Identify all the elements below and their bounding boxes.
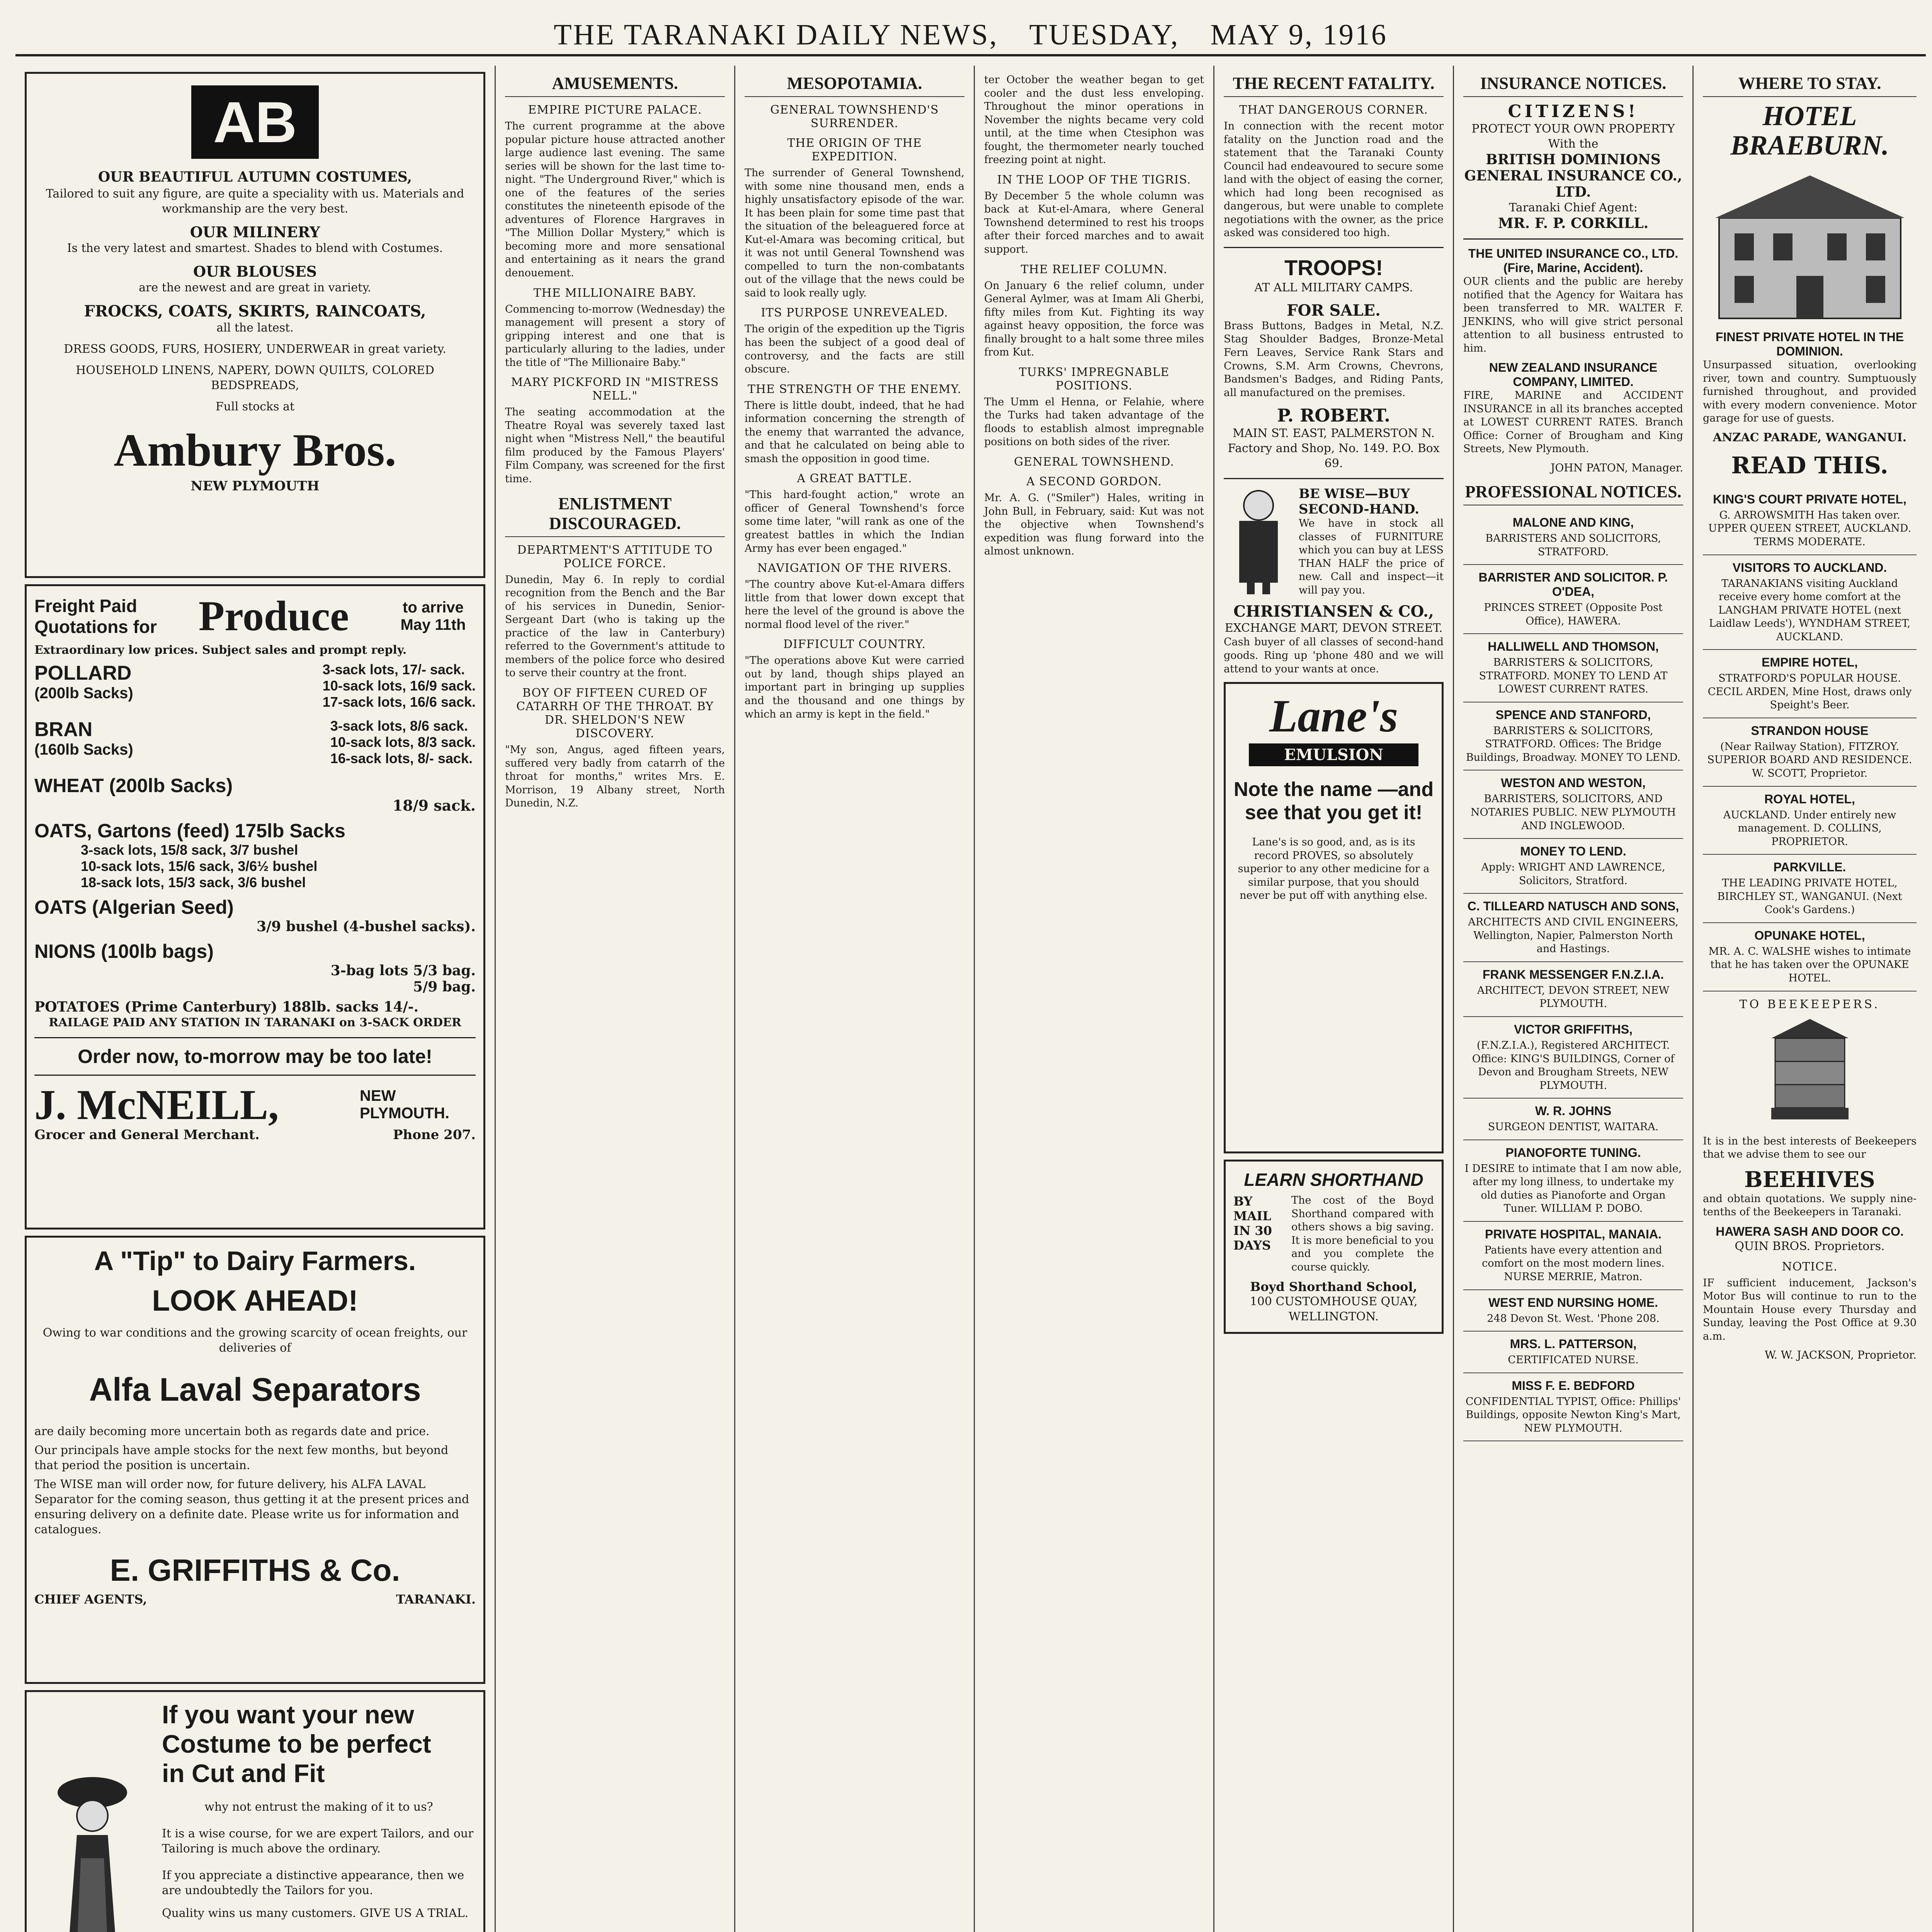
ad-line: Tailored to suit any figure, are quite a speciality with us. Materials and workmanship are the very best. xyxy=(46,187,464,216)
ad-body: The cost of the Boyd Shorthand compared with others shows a big saving. It is more beneficial to you and you complete the course quickly. xyxy=(1291,1194,1434,1273)
ad-line: FOR SALE. xyxy=(1287,301,1381,320)
ad-line: HAWERA SASH AND DOOR CO. xyxy=(1716,1224,1904,1238)
boyd-name: Boyd Shorthand School, xyxy=(1250,1279,1417,1294)
listing-card xyxy=(1463,1017,1683,1099)
listing-detail: I DESIRE to intimate that I am now able, after my long illness, to undertake my old duties as Pianoforte and Organ Tuner. WILLIAM P. DOBO. xyxy=(1464,1162,1682,1215)
ad-line: why not entrust the making of it to us? xyxy=(204,1800,433,1814)
listing-card xyxy=(1463,1140,1683,1222)
listing-detail: BARRISTERS & SOLICITORS, STRATFORD. MONEY TO LEND AT LOWEST CURRENT RATES. xyxy=(1479,656,1668,696)
ad-line: QUIN BROS. Proprietors. xyxy=(1735,1239,1885,1253)
listing-title: VISITORS TO AUCKLAND. xyxy=(1732,560,1887,575)
item-sub: (160lb Sacks) xyxy=(34,741,133,758)
ad-line: TARANAKI. xyxy=(396,1592,476,1607)
article-subheading: IN THE LOOP OF THE TIGRIS. xyxy=(997,173,1191,187)
article-body: The surrender of General Townshend, with some nine thousand men, ends a highly unsatisfactory episode of the war. It has been plain for some time past that the situation of the beleaguered force at Kut-el-Amara was becoming critical, but it was not until General Townshend was compelled to turn the non-combatants out of the village that the news could be said to look really ugly. xyxy=(745,167,964,299)
listing-detail: SURGEON DENTIST, WAITARA. xyxy=(1488,1121,1659,1133)
ad-body: Cash buyer of all classes of second-hand goods. Ring up 'phone 480 and we will attend to your wants at once. xyxy=(1224,636,1444,675)
ad-line: Order now, to-morrow may be too late! xyxy=(78,1045,432,1067)
listing-detail: (Near Railway Station), FITZROY. SUPERIOR BOARD AND RESIDENCE. W. SCOTT, Proprietor. xyxy=(1707,740,1912,780)
ad-line: W. W. JACKSON, Proprietor. xyxy=(1764,1349,1917,1362)
ad-line: BE WISE—BUY SECOND-HAND. xyxy=(1299,486,1420,517)
robert-name: P. ROBERT. xyxy=(1277,405,1390,426)
beehives-title: BEEHIVES xyxy=(1744,1167,1875,1192)
listing-detail: Apply: WRIGHT AND LAWRENCE, Solicitors, Stratford. xyxy=(1481,861,1665,887)
item-sub: (200lb Sacks) xyxy=(34,684,133,702)
article-subheading: TURKS' IMPREGNABLE POSITIONS. xyxy=(1019,365,1170,393)
article-body: Dunedin, May 6. In reply to cordial recognition from the Bench and the Bar of his services in Dunedin, Senior-Sergeant Dart (who is taking up the practice of the law in Canterbury) referred to the Government's attitude to members of the police force who desired to serve their country at the front. xyxy=(505,573,725,679)
item-name: NIONS (100lb bags) xyxy=(34,940,214,962)
listing-card xyxy=(1463,565,1683,634)
article-subheading: THE ORIGIN OF THE EXPEDITION. xyxy=(787,136,922,163)
article-body: The current programme at the above popular picture house attracted another large audience last evening. The same series will be shown for the last time to-night. "The Underground River," which is one of the features of the series constitutes the nineteenth episode of the adventures of Florence Hargraves in "The Million Dollar Mystery," which is becoming more and more sensational and entertaining as it nears the grand denouement. xyxy=(505,120,725,279)
ad-line: It is a wise course, for we are expert Tailors, and our Tailoring is much above the ordinary. xyxy=(162,1827,474,1855)
ambury-bros-ad xyxy=(25,72,485,578)
griffiths-name: E. GRIFFITHS & Co. xyxy=(110,1553,400,1587)
article-subheading: ITS PURPOSE UNREVEALED. xyxy=(761,306,948,320)
paper-name: THE TARANAKI DAILY NEWS, xyxy=(554,18,998,51)
price-line: 10-sack lots, 8/3 sack. xyxy=(330,734,476,750)
listing-detail: MR. A. C. WALSHE wishes to intimate that he has taken over the OPUNAKE HOTEL. xyxy=(1708,945,1911,984)
christiansen-name: CHRISTIANSEN & CO., xyxy=(1233,602,1434,621)
article-subheading: EMPIRE PICTURE PALACE. xyxy=(528,103,702,117)
price-line: 3-sack lots, 17/- sack. xyxy=(322,661,465,677)
article-body: On January 6 the relief column, under General Aylmer, was at Imam Ali Gherbi, fifty miles from Kut. Fighting its way against heavy opposition, the force was finally brought to a halt some three miles from Kut. xyxy=(984,279,1204,359)
listing-title: MALONE AND KING, xyxy=(1512,515,1634,530)
listing-detail: Patients have every attention and comfort on the most modern lines. NURSE MERRIE, Matron. xyxy=(1482,1244,1665,1283)
ambury-name: Ambury Bros. xyxy=(114,424,396,476)
listing-title: BARRISTER AND SOLICITOR. P. O'DEA, xyxy=(1478,570,1668,599)
divider xyxy=(1224,478,1444,479)
section-heading: ENLISTMENT DISCOURAGED. xyxy=(505,494,725,537)
listing-card xyxy=(1463,770,1683,839)
article-body: ter October the weather began to get cooler and the dust less enveloping. Throughout the minor operations in November the nights became very cold until, at the time when Ctesiphon was fought, the thermometer nearly touched freezing point at night. xyxy=(984,74,1204,166)
listing-title: C. TILLEARD NATUSCH AND SONS, xyxy=(1467,899,1679,913)
listing-detail: BARRISTERS, SOLICITORS, AND NOTARIES PUBLIC. NEW PLYMOUTH AND INGLEWOOD. xyxy=(1470,793,1676,832)
lanes-emulsion-ad xyxy=(1224,682,1444,1153)
ad-line: JOHN PATON, Manager. xyxy=(1551,461,1683,474)
article-body: The origin of the expedition up the Tigris has been the subject of a good deal of controversy, and the facts are still obscure. xyxy=(745,323,964,376)
listing-card xyxy=(1463,1099,1683,1140)
mcneill-name: J. McNEILL, xyxy=(34,1081,279,1128)
lanes-name: Lane's xyxy=(1269,690,1398,742)
listing-card xyxy=(1463,634,1683,702)
professional-cards xyxy=(1463,510,1683,1441)
ad-body: and obtain quotations. We supply nine-tenths of the Beekeepers in Taranaki. xyxy=(1703,1192,1917,1218)
listing-card xyxy=(1703,923,1917,992)
article-subheading: A SECOND GORDON. xyxy=(1026,475,1162,489)
ad-line: CHIEF AGENTS, xyxy=(34,1592,147,1607)
ad-line: Our principals have ample stocks for the next few months, but beyond that period the position is uncertain. xyxy=(34,1444,449,1472)
listing-detail: TARANAKIANS visiting Auckland receive every home comfort at the LANGHAM PRIVATE HOTEL (next Laidlaw Leeds'), WYNDHAM STREET, AUCKLAND. xyxy=(1709,577,1911,643)
listing-title: OPUNAKE HOTEL, xyxy=(1754,928,1865,942)
listing-title: W. R. JOHNS xyxy=(1535,1104,1612,1118)
article-subheading: BOY OF FIFTEEN CURED OF CATARRH OF THE THROAT. BY DR. SHELDON'S NEW DISCOVERY. xyxy=(516,686,714,740)
ad-line: are daily becoming more uncertain both as regards date and price. xyxy=(34,1425,430,1438)
ad-line: Costume to be perfect xyxy=(162,1730,431,1758)
price-line: 10-sack lots, 16/9 sack. xyxy=(322,677,476,694)
ad-body: Unsurpassed situation, overlooking river, town and country. Sumptuously furnished throughout, and provided with every modern convenience. Motor garage for use of guests. xyxy=(1703,359,1917,425)
price-line: 18/9 sack. xyxy=(392,796,476,814)
listing-title: PRIVATE HOSPITAL, MANAIA. xyxy=(1485,1227,1662,1241)
listing-detail: PRINCES STREET (Opposite Post Office), HAWERA. xyxy=(1484,602,1663,627)
ad-line: OUR BLOUSES xyxy=(193,262,317,280)
alfa-name: Alfa Laval Separators xyxy=(89,1371,421,1408)
mesopotamia-continued-column xyxy=(974,66,1213,1932)
listing-title: WEST END NURSING HOME. xyxy=(1488,1295,1658,1310)
article-subheading: A GREAT BATTLE. xyxy=(797,472,912,486)
listing-title: SPENCE AND STANFORD, xyxy=(1495,707,1651,722)
price-line: 16-sack lots, 8/- sack. xyxy=(330,750,473,766)
section-heading: WHERE TO STAY. xyxy=(1703,73,1917,97)
emulsion-label: EMULSION xyxy=(1249,743,1418,766)
listing-title: MRS. L. PATTERSON, xyxy=(1510,1337,1637,1351)
listing-title: PIANOFORTE TUNING. xyxy=(1505,1145,1641,1160)
ad-line: ANZAC PARADE, WANGANUI. xyxy=(1713,430,1907,444)
ad-line: OUR BEAUTIFUL AUTUMN COSTUMES, xyxy=(98,169,412,185)
ads-column-left xyxy=(15,66,495,1932)
item-name: WHEAT (200lb Sacks) xyxy=(34,774,233,796)
section-heading: INSURANCE NOTICES. xyxy=(1463,73,1683,97)
listing-card xyxy=(1463,894,1683,962)
item-name: BRAN xyxy=(34,718,93,741)
salesman-illustration xyxy=(1224,486,1293,594)
ad-line: TO BEEKEEPERS. xyxy=(1739,997,1880,1011)
price-line: 3/9 bushel (4-bushel sacks). xyxy=(257,918,476,935)
listing-detail: AUCKLAND. Under entirely new management. D. COLLINS, PROPRIETOR. xyxy=(1723,809,1896,848)
ad-line: Freight Paid xyxy=(34,595,137,616)
ad-line: Full stocks at xyxy=(215,400,295,413)
ad-body: Brass Buttons, Badges in Metal, N.Z. Stag Shoulder Badges, Bronze-Metal Fern Leaves, Service Rank Stars and Crowns, S.M. Arm Crowns, Chevrons, Bandsmen's Badges, and Riding Pants, all manufactured on the premises. xyxy=(1224,320,1444,399)
day: TUESDAY, xyxy=(1029,18,1180,51)
article-body: Commencing to-morrow (Wednesday) the management will present a story of gripping interest and one that is particularly alluring to the ladies, under the title of "The Millionaire Baby." xyxy=(505,303,725,369)
listing-detail: BARRISTERS AND SOLICITORS, STRATFORD. xyxy=(1485,532,1661,558)
fatality-and-ads-column xyxy=(1213,66,1453,1932)
price-line: 3-sack lots, 8/6 sack. xyxy=(330,718,468,734)
item-name: OATS, Gartons (feed) 175lb Sacks xyxy=(34,820,345,842)
listing-title: VICTOR GRIFFITHS, xyxy=(1514,1022,1633,1036)
mesopotamia-column xyxy=(734,66,974,1932)
ad-line: AT ALL MILITARY CAMPS. xyxy=(1254,281,1413,294)
ad-line: FROCKS, COATS, SKIRTS, RAINCOATS, xyxy=(84,302,426,320)
ad-line: DRESS GOODS, FURS, HOSIERY, UNDERWEAR in great variety. xyxy=(64,342,446,356)
listing-title: FRANK MESSENGER F.N.Z.I.A. xyxy=(1482,967,1664,981)
divider xyxy=(1224,247,1444,248)
item-name: OATS (Algerian Seed) xyxy=(34,896,234,918)
hotel-building-illustration xyxy=(1704,164,1916,326)
where-to-stay-column xyxy=(1692,66,1926,1932)
ad-body: We have in stock all classes of FURNITURE which you can buy at LESS THAN HALF the price of new. Call and inspect—it will pay you. xyxy=(1299,517,1444,596)
item-name: POLLARD xyxy=(34,662,132,684)
listing-title: HALLIWELL AND THOMSON, xyxy=(1488,639,1659,654)
listing-card xyxy=(1463,1332,1683,1373)
ad-line: PROTECT YOUR OWN PROPERTY xyxy=(1471,122,1675,136)
article-body: There is little doubt, indeed, that he had information concerning the strength of the enemy that warranted the advance, and that he calculated on being able to smash the opposition in good time. xyxy=(745,399,964,465)
listing-detail: (F.N.Z.I.A.), Registered ARCHITECT. Office: KING'S BUILDINGS, Corner of Devon and Brougham Streets, NEW PLYMOUTH. xyxy=(1472,1039,1675,1092)
section-heading: MESOPOTAMIA. xyxy=(745,73,964,97)
ad-line: A "Tip" to Dairy Farmers. xyxy=(94,1246,416,1276)
ad-line: If you appreciate a distinctive appearance, then we are undoubtedly the Tailors for you. xyxy=(162,1869,464,1897)
article-subheading: THE STRENGTH OF THE ENEMY. xyxy=(747,382,962,396)
ad-line: OUR MILINERY xyxy=(190,223,320,241)
amusements-column xyxy=(495,66,734,1932)
article-body: By December 5 the whole column was back at Kut-el-Amara, where General Townshend determined to rest his troops after their forced marches and to await support. xyxy=(984,190,1204,256)
listing-detail: CONFIDENTIAL TYPIST, Office: Phillips' Buildings, opposite Newton King's Mart, NEW PLYMOUTH. xyxy=(1465,1395,1681,1434)
article-body: The Umm el Henna, or Felahie, where the Turks had taken advantage of the floods to establish almost impregnable positions on both sides of the river. xyxy=(984,396,1204,448)
mcneill-trade: Grocer and General Merchant. xyxy=(34,1127,260,1143)
maison-de-paris-ad xyxy=(25,1690,485,1932)
section-heading: PROFESSIONAL NOTICES. xyxy=(1463,482,1683,505)
article-subheading: THE MILLIONAIRE BABY. xyxy=(533,286,697,300)
listing-detail: BARRISTERS & SOLICITORS, STRATFORD. Offices: The Bridge Buildings, Broadway. MONEY TO LEND. xyxy=(1466,724,1681,764)
ad-line: Owing to war conditions and the growing scarcity of ocean freights, our deliveries of xyxy=(43,1326,468,1355)
article-subheading: MARY PICKFORD IN "MISTRESS NELL." xyxy=(511,376,719,403)
divider xyxy=(34,1075,476,1076)
price-line: POTATOES (Prime Canterbury) 188lb. sacks 14/-. xyxy=(34,998,419,1015)
article-subheading: GENERAL TOWNSHEND'S SURRENDER. xyxy=(770,103,939,130)
listing-detail: ARCHITECT, DEVON STREET, NEW PLYMOUTH. xyxy=(1477,984,1670,1010)
beehive-illustration xyxy=(1764,1015,1856,1131)
article-body: The seating accommodation at the Theatre Royal was severely taxed last night when "Mistress Nell," the beautiful film produced by the Famous Players' Film Company, was screened for the first time. xyxy=(505,406,725,485)
ambury-place: NEW PLYMOUTH xyxy=(190,478,320,494)
insurance-professional-column xyxy=(1453,66,1692,1932)
ad-body: FIRE, MARINE and ACCIDENT INSURANCE in all its branches accepted at LOWEST CURRENT RATES. Branch Office: Corner of Brougham and King Streets, New Plymouth. xyxy=(1463,389,1683,455)
article-body: "This hard-fought action," wrote an officer of General Townshend's force some time later, "will rank as one of the greatest battles in which the Indian Army has ever been engaged." xyxy=(745,489,964,554)
section-heading: AMUSEMENTS. xyxy=(505,73,725,97)
ad-line: Quality wins us many customers. GIVE US A TRIAL. xyxy=(162,1906,469,1920)
ad-line: EXCHANGE MART, DEVON STREET. xyxy=(1225,621,1443,635)
mcneill-phone: Phone 207. xyxy=(393,1127,476,1143)
ad-line: NEW ZEALAND INSURANCE COMPANY, LIMITED. xyxy=(1489,361,1658,389)
ad-body: IF sufficient inducement, Jackson's Motor Bus will continue to run to the Mountain House every Thursday and Sunday, leaving the Post Office at 9.30 a.m. xyxy=(1703,1277,1917,1342)
section-heading: THE RECENT FATALITY. xyxy=(1224,73,1444,97)
listing-title: WESTON AND WESTON, xyxy=(1501,776,1646,790)
ab-logo: AB xyxy=(191,85,319,159)
article-subheading: DEPARTMENT'S ATTITUDE TO POLICE FORCE. xyxy=(517,543,713,570)
ad-line: Quotations for xyxy=(34,616,157,637)
listing-card xyxy=(1463,839,1683,894)
hotel-cards xyxy=(1703,487,1917,992)
price-line: 18-sack lots, 15/3 sack, 3/6 bushel xyxy=(81,874,306,890)
issue-date: MAY 9, 1916 xyxy=(1210,18,1388,51)
ad-line: MAIN ST. EAST, PALMERSTON N. Factory and Shop, No. 149. P.O. Box 69. xyxy=(1228,427,1440,471)
ad-line: Is the very latest and smartest. Shades to blend with Costumes. xyxy=(67,241,443,255)
listing-card xyxy=(1703,487,1917,555)
masthead xyxy=(15,15,1926,56)
listing-title: EMPIRE HOTEL, xyxy=(1762,655,1858,670)
listing-detail: 248 Devon St. West. 'Phone 208. xyxy=(1487,1312,1660,1325)
notice-heading: NOTICE. xyxy=(1782,1260,1838,1274)
ad-line: Taranaki Chief Agent: xyxy=(1509,201,1638,214)
ad-line: all the latest. xyxy=(216,321,294,335)
price-line: 17-sack lots, 16/6 sack. xyxy=(322,694,476,710)
article-body: In connection with the recent motor fatality on the Junction road and the statement that the Taranaki County Council had endeavoured to secure some land with the object of easing the corner, which had long been recognised as dangerous, but were unable to complete negotiations with the owner, as the price asked was considered too high. xyxy=(1224,120,1444,239)
listing-title: PARKVILLE. xyxy=(1773,860,1846,874)
ad-body: Lane's is so good, and, as is its record PROVES, so absolutely superior to any other medicine for a similar purpose, that you should never be put off with anything else. xyxy=(1238,836,1430,902)
price-line: 3-sack lots, 15/8 sack, 3/7 bushel xyxy=(81,842,298,858)
ad-line: Note the name —and see that you get it! xyxy=(1233,778,1434,824)
ad-line: If you want your new xyxy=(162,1700,414,1729)
ad-line: LEARN SHORTHAND xyxy=(1244,1170,1423,1190)
listing-card xyxy=(1703,855,1917,923)
listing-card xyxy=(1463,1222,1683,1290)
ad-body: OUR clients and the public are hereby notified that the Agency for Waitara has been transferred to MR. WALTER F. JENKINS, who will give strict personal attention to all business entrusted to him. xyxy=(1463,276,1683,354)
listing-card xyxy=(1463,1373,1683,1442)
ad-line: in Cut and Fit xyxy=(162,1759,325,1787)
ad-line: to arrive May 11th xyxy=(400,599,466,633)
listing-detail: THE LEADING PRIVATE HOTEL, BIRCHLEY ST., WANGANUI. (Next Cook's Gardens.) xyxy=(1717,877,1902,916)
alfa-laval-ad xyxy=(25,1236,485,1684)
ad-line: MR. F. P. CORKILL. xyxy=(1498,215,1649,231)
listing-detail: ARCHITECTS AND CIVIL ENGINEERS, Wellington, Napier, Palmerston North and Hastings. xyxy=(1468,916,1679,955)
produce-title: Produce xyxy=(198,592,349,639)
listing-title: KING'S COURT PRIVATE HOTEL, xyxy=(1713,492,1906,506)
article-body: "The operations above Kut were carried out by land, though ships played an important part in bringing up supplies and the thousand and one things by which an army is kept in the field." xyxy=(745,655,964,720)
listing-detail: G. ARROWSMITH Has taken over. UPPER QUEEN STREET, AUCKLAND. TERMS MODERATE. xyxy=(1708,509,1912,548)
price-line: 10-sack lots, 15/6 sack, 3/6½ bushel xyxy=(81,858,318,874)
ad-line: are the newest and are great in variety. xyxy=(139,281,371,294)
article-subheading: NAVIGATION OF THE RIVERS. xyxy=(757,561,952,575)
ad-line: RAILAGE PAID ANY STATION IN TARANAKI on 3-SACK ORDER xyxy=(49,1015,461,1029)
price-line: 3-bag lots 5/3 bag. xyxy=(330,962,476,979)
listing-card xyxy=(1463,702,1683,771)
ad-body: It is in the best interests of Beekeepers that we advise them to see our xyxy=(1703,1135,1917,1161)
listing-detail: CERTIFICATED NURSE. xyxy=(1508,1354,1639,1366)
read-this: READ THIS. xyxy=(1731,452,1888,479)
hotel-braeburn-title: HOTEL BRAEBURN. xyxy=(1730,100,1889,161)
troops-heading: TROOPS! xyxy=(1284,255,1383,280)
ad-line: Extraordinary low prices. Subject sales and prompt reply. xyxy=(34,643,407,657)
listing-title: MISS F. E. BEDFORD xyxy=(1512,1378,1635,1393)
listing-title: ROYAL HOTEL, xyxy=(1764,792,1855,806)
divider xyxy=(34,1037,476,1038)
listing-card xyxy=(1703,555,1917,650)
ad-line: With the xyxy=(1548,137,1599,151)
article-body: "The country above Kut-el-Amara differs little from that lower down except that here the level of the ground is above the normal flood level of the river." xyxy=(745,578,964,631)
ad-line: THE UNITED INSURANCE CO., LTD. (Fire, Marine, Accident). xyxy=(1468,247,1679,275)
ad-line: 100 CUSTOMHOUSE QUAY, WELLINGTON. xyxy=(1250,1295,1418,1324)
article-body: Mr. A. G. ("Smiler") Hales, writing in John Bull, in February, said: Kut was not the objective when Townshend's expedition was flung forward into the almost unknown. xyxy=(984,492,1204,558)
listing-card xyxy=(1703,650,1917,718)
article-subheading: GENERAL TOWNSHEND. xyxy=(1014,455,1174,469)
article-subheading: DIFFICULT COUNTRY. xyxy=(783,638,926,651)
listing-card xyxy=(1703,787,1917,855)
listing-title: STRANDON HOUSE xyxy=(1751,723,1869,738)
article-body: "My son, Angus, aged fifteen years, suffered very badly from catarrh of the throat for months," writes Mrs. E. Morrison, 19 Albany street, North Dunedin, N.Z. xyxy=(505,743,725,810)
price-line: 5/9 bag. xyxy=(413,978,476,995)
shorthand-ad xyxy=(1224,1160,1444,1334)
listing-card xyxy=(1463,1290,1683,1332)
ad-line: FINEST PRIVATE HOTEL IN THE DOMINION. xyxy=(1715,330,1904,359)
ad-line: CITIZENS! xyxy=(1508,102,1639,121)
ad-line: BY MAIL IN 30 DAYS xyxy=(1233,1194,1272,1253)
listing-card xyxy=(1463,510,1683,565)
ad-line: BRITISH DOMINIONS GENERAL INSURANCE CO., LTD. xyxy=(1464,151,1682,200)
ad-line: HOUSEHOLD LINENS, NAPERY, DOWN QUILTS, COLORED BEDSPREADS, xyxy=(76,363,434,392)
mcneill-place: NEW PLYMOUTH. xyxy=(360,1087,449,1122)
mcneill-produce-ad xyxy=(25,584,485,1230)
article-subheading: THE RELIEF COLUMN. xyxy=(1020,262,1168,276)
ad-line: LOOK AHEAD! xyxy=(152,1284,358,1317)
divider xyxy=(1463,238,1683,240)
listing-card xyxy=(1703,718,1917,787)
listing-card xyxy=(1463,962,1683,1017)
listing-title: MONEY TO LEND. xyxy=(1520,844,1626,859)
article-subheading: THAT DANGEROUS CORNER. xyxy=(1239,103,1428,117)
listing-detail: STRATFORD'S POPULAR HOUSE. CECIL ARDEN, Mine Host, draws only Speight's Beer. xyxy=(1708,672,1912,711)
ad-line: The WISE man will order now, for future delivery, his ALFA LAVAL Separator for the coming season, thus getting it at the present prices and ensuring delivery on a definite date. Please write us for information and catalogues. xyxy=(34,1478,469,1536)
lady-figure-illustration xyxy=(34,1700,150,1932)
